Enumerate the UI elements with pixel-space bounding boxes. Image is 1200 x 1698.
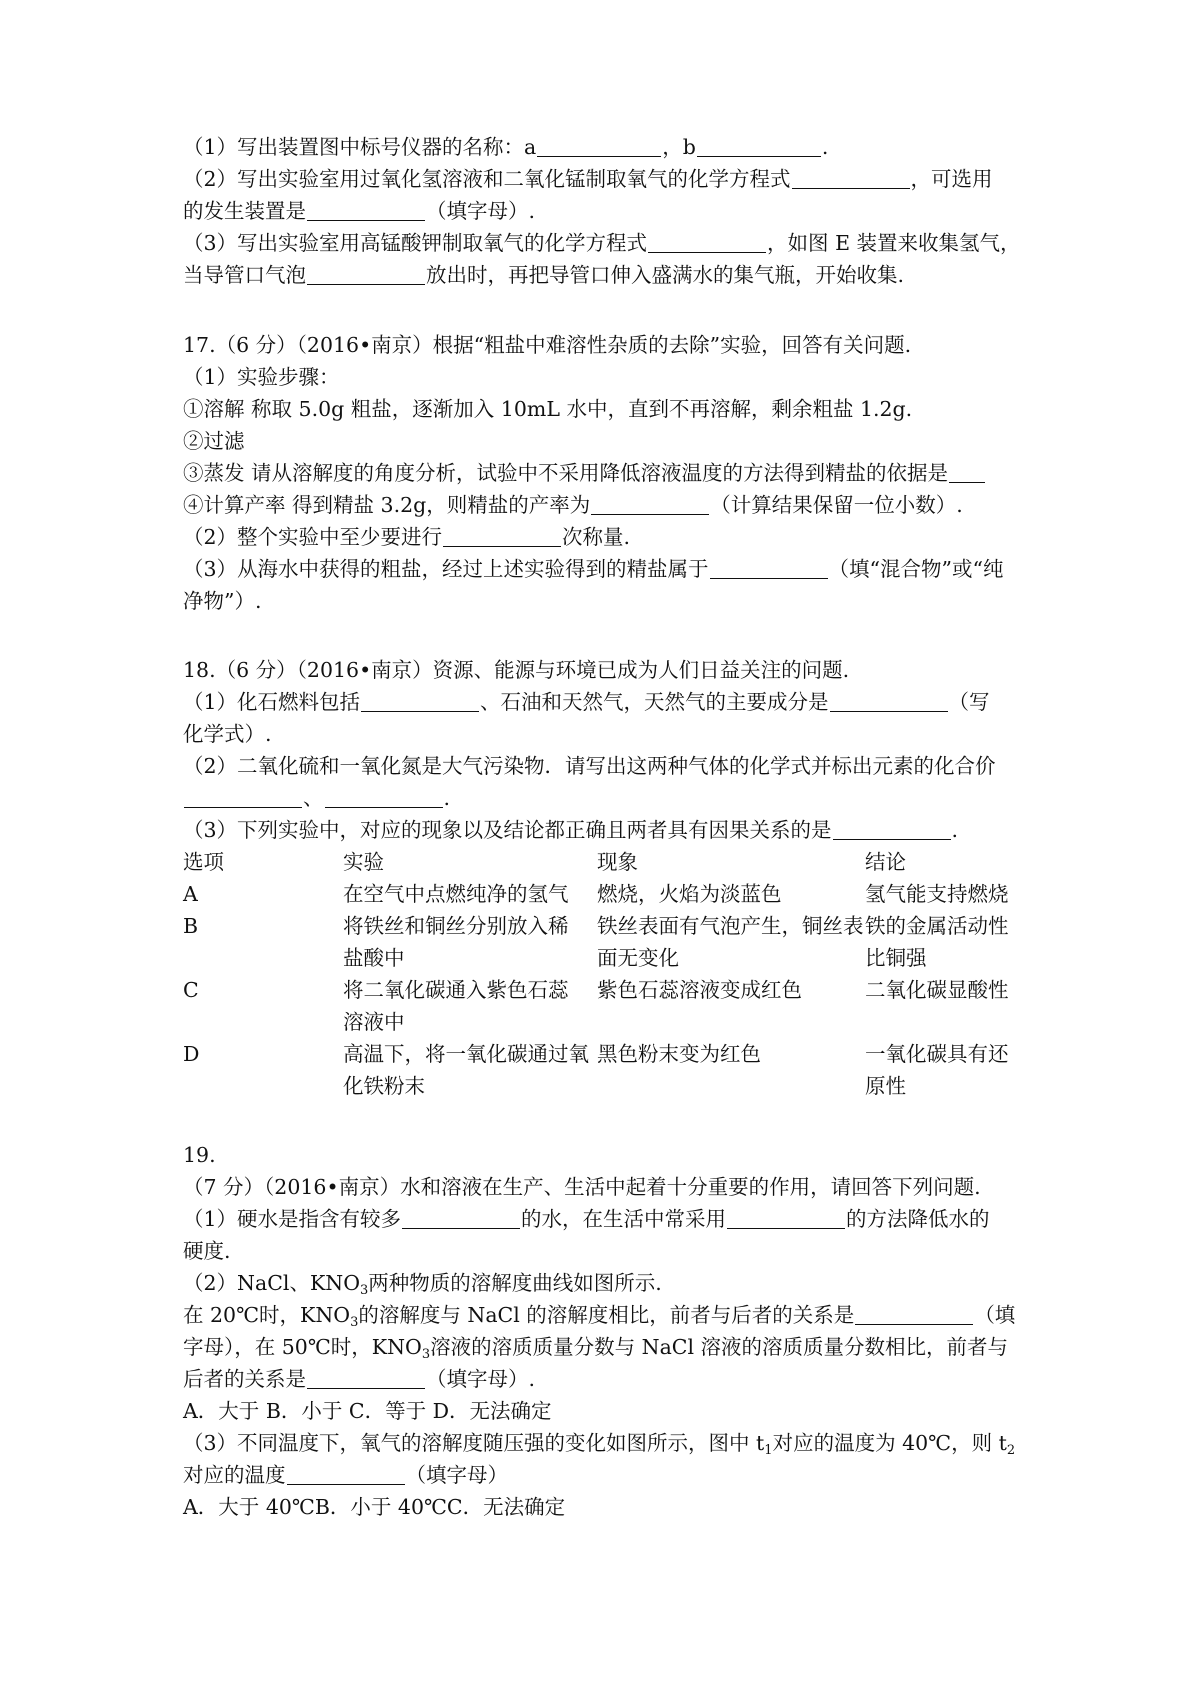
table-cell: 黑色粉末变为红色 xyxy=(597,1042,761,1066)
q18-text: （写 xyxy=(948,690,990,714)
q17-line-1: （1）实验步骤： xyxy=(183,365,340,389)
table-cell: 一氧化碳具有还 xyxy=(865,1042,1009,1066)
q18-line-3: （2）二氧化硫和一氧化氮是大气污染物．请写出这两种气体的化学式并标出元素的化合价 xyxy=(183,754,996,778)
q18-text: . xyxy=(951,818,959,842)
q16-text: 当导管口气泡 xyxy=(183,263,306,287)
q19-number: 19. xyxy=(183,1143,216,1167)
q16-text: （3）写出实验室用高锰酸钾制取氧气的化学方程式 xyxy=(183,231,648,255)
answer-blank xyxy=(361,689,479,712)
q19-text: （填字母）. xyxy=(426,1367,536,1391)
q18-line-1 xyxy=(183,687,990,718)
q16-line-4 xyxy=(183,228,1021,259)
table-cell: 紫色石蕊溶液变成红色 xyxy=(597,978,802,1002)
q19-line-2: 硬度. xyxy=(183,1239,231,1263)
subscript: 3 xyxy=(360,1283,369,1298)
q19-text: 的溶解度与 NaCl 的溶解度相比，前者与后者的关系是 xyxy=(358,1303,855,1327)
q17-title: 17.（6 分）（2016•南京）根据“粗盐中难溶性杂质的去除”实验，回答有关问题. xyxy=(183,333,912,357)
q16-line-5 xyxy=(183,260,904,291)
q19-text: 后者的关系是 xyxy=(183,1367,306,1391)
answer-blank xyxy=(830,689,948,712)
q19-text: （填 xyxy=(974,1303,1016,1327)
q17-line-5 xyxy=(183,490,963,521)
q19-text: 溶液的溶质质量分数与 NaCl 溶液的溶质质量分数相比，前者与 xyxy=(430,1335,1009,1359)
table-cell: 在空气中点燃纯净的氢气 xyxy=(343,882,569,906)
q16-text: ，如图 E 装置来收集氢气， xyxy=(767,231,1021,255)
q17-text: ③蒸发 请从溶解度的角度分析，试验中不采用降低溶液温度的方法得到精盐的依据是 xyxy=(183,461,949,485)
q17-line-2: ①溶解 称取 5.0g 粗盐，逐渐加入 10mL 水中，直到不再溶解，剩余粗盐 1.2g. xyxy=(183,397,913,421)
q16-text: 放出时，再把导管口伸入盛满水的集气瓶，开始收集. xyxy=(426,263,905,287)
q17-text: （计算结果保留一位小数）. xyxy=(710,493,963,517)
answer-blank xyxy=(727,1206,845,1229)
q17-line-6 xyxy=(183,522,630,553)
q16-text: ，b xyxy=(662,135,696,159)
q19-text: 对应的温度 xyxy=(183,1463,286,1487)
q19-text: 字母），在 50℃时，KNO xyxy=(183,1335,422,1359)
q18-text: （1）化石燃料包括 xyxy=(183,690,361,714)
q16-text: ，可选用 xyxy=(910,167,993,191)
answer-blank xyxy=(710,556,828,579)
subscript: 1 xyxy=(764,1443,773,1458)
table-cell: 氢气能支持燃烧 xyxy=(865,882,1009,906)
q19-line-3 xyxy=(183,1268,662,1299)
q17-line-8: 净物”）. xyxy=(183,589,262,613)
answer-blank xyxy=(855,1302,973,1325)
answer-blank xyxy=(325,785,443,808)
answer-blank xyxy=(402,1206,520,1229)
q16-line-1 xyxy=(183,132,828,163)
q19-text: （2）NaCl、KNO xyxy=(183,1271,361,1295)
answer-blank xyxy=(307,262,425,285)
q19-options-line-2: A．大于 40℃B．小于 40℃C．无法确定 xyxy=(183,1495,566,1519)
q18-text: 、石油和天然气，天然气的主要成分是 xyxy=(480,690,829,714)
q19-options-line: A．大于 B．小于 C．等于 D．无法确定 xyxy=(183,1399,552,1423)
q19-line-5 xyxy=(183,1332,1008,1363)
answer-blank xyxy=(184,785,302,808)
q16-line-2 xyxy=(183,164,993,195)
q17-text: （3）从海水中获得的粗盐，经过上述实验得到的精盐属于 xyxy=(183,557,709,581)
table-cell: 高温下，将一氧化碳通过氧 xyxy=(343,1042,589,1066)
table-cell: 溶液中 xyxy=(343,1010,405,1034)
q18-title: 18.（6 分）（2016•南京）资源、能源与环境已成为人们日益关注的问题. xyxy=(183,658,850,682)
q16-line-3 xyxy=(183,196,535,227)
q17-text: 次称量. xyxy=(562,525,631,549)
q18-line-2: 化学式）. xyxy=(183,722,272,746)
table-cell: 原性 xyxy=(865,1074,906,1098)
table-cell: 二氧化碳显酸性 xyxy=(865,978,1009,1002)
answer-blank xyxy=(443,524,561,547)
q19-text: 对应的温度为 40℃，则 t xyxy=(772,1431,1007,1455)
q18-text: 、 xyxy=(303,786,324,810)
answer-blank xyxy=(591,492,709,515)
table-cell: C xyxy=(183,978,199,1002)
answer-blank xyxy=(287,1462,405,1485)
table-header-cell: 选项 xyxy=(183,850,224,874)
table-header-cell: 结论 xyxy=(865,850,906,874)
answer-blank xyxy=(949,460,985,483)
table-cell: 盐酸中 xyxy=(343,946,405,970)
answer-blank xyxy=(307,1366,425,1389)
q19-text: 在 20℃时，KNO xyxy=(183,1303,351,1327)
table-cell: 化铁粉末 xyxy=(343,1074,425,1098)
q19-line-8 xyxy=(183,1428,1015,1459)
q19-text: 的方法降低水的 xyxy=(846,1207,990,1231)
table-cell: A xyxy=(183,882,198,906)
q17-text: （2）整个实验中至少要进行 xyxy=(183,525,443,549)
table-cell: D xyxy=(183,1042,200,1066)
subscript: 3 xyxy=(421,1347,431,1362)
q19-text: 两种物质的溶解度曲线如图所示. xyxy=(368,1271,662,1295)
q18-line-4 xyxy=(183,783,450,814)
q17-text: ④计算产率 得到精盐 3.2g，则精盐的产率为 xyxy=(183,493,591,517)
q16-text: （2）写出实验室用过氧化氢溶液和二氧化锰制取氧气的化学方程式 xyxy=(183,167,791,191)
q17-text: （填“混合物”或“纯 xyxy=(828,557,1004,581)
table-header-cell: 实验 xyxy=(343,850,384,874)
q16-text: （填字母）. xyxy=(426,199,536,223)
q17-line-4 xyxy=(183,458,986,489)
q19-line-9 xyxy=(183,1460,508,1491)
table-cell: 将二氧化碳通入紫色石蕊 xyxy=(343,978,569,1002)
q16-text: . xyxy=(821,135,829,159)
q19-line-6 xyxy=(183,1364,535,1395)
q19-line-1 xyxy=(183,1204,990,1235)
table-cell: 燃烧，火焰为淡蓝色 xyxy=(597,882,782,906)
answer-blank xyxy=(307,198,425,221)
q19-text: （1）硬水是指含有较多 xyxy=(183,1207,402,1231)
q17-line-7 xyxy=(183,554,1004,585)
q18-line-5 xyxy=(183,815,958,846)
answer-blank xyxy=(697,134,821,157)
table-cell: 铁丝表面有气泡产生，铜丝表 xyxy=(597,914,864,938)
q19-text: （填字母） xyxy=(405,1463,508,1487)
table-cell: 铁的金属活动性 xyxy=(865,914,1009,938)
q16-text: 的发生装置是 xyxy=(183,199,306,223)
q18-text: （3）下列实验中，对应的现象以及结论都正确且两者具有因果关系的是 xyxy=(183,818,832,842)
table-header-cell: 现象 xyxy=(597,850,638,874)
q19-text: （3）不同温度下，氧气的溶解度随压强的变化如图所示，图中 t xyxy=(183,1431,765,1455)
q19-title: （7 分）（2016•南京）水和溶液在生产、生活中起着十分重要的作用，请回答下列问题. xyxy=(183,1175,981,1199)
table-cell: 面无变化 xyxy=(597,946,679,970)
answer-blank xyxy=(833,817,951,840)
answer-blank xyxy=(648,230,766,253)
q19-line-4 xyxy=(183,1300,1015,1331)
answer-blank xyxy=(792,166,910,189)
q18-text: . xyxy=(443,786,451,810)
table-cell: B xyxy=(183,914,199,938)
table-cell: 比铜强 xyxy=(865,946,927,970)
answer-blank xyxy=(537,134,661,157)
q16-text: （1）写出装置图中标号仪器的名称：a xyxy=(183,135,537,159)
q17-line-3: ②过滤 xyxy=(183,429,245,453)
q19-text: 的水，在生活中常采用 xyxy=(521,1207,727,1231)
subscript: 3 xyxy=(350,1315,359,1330)
subscript: 2 xyxy=(1006,1443,1016,1458)
table-cell: 将铁丝和铜丝分别放入稀 xyxy=(343,914,569,938)
